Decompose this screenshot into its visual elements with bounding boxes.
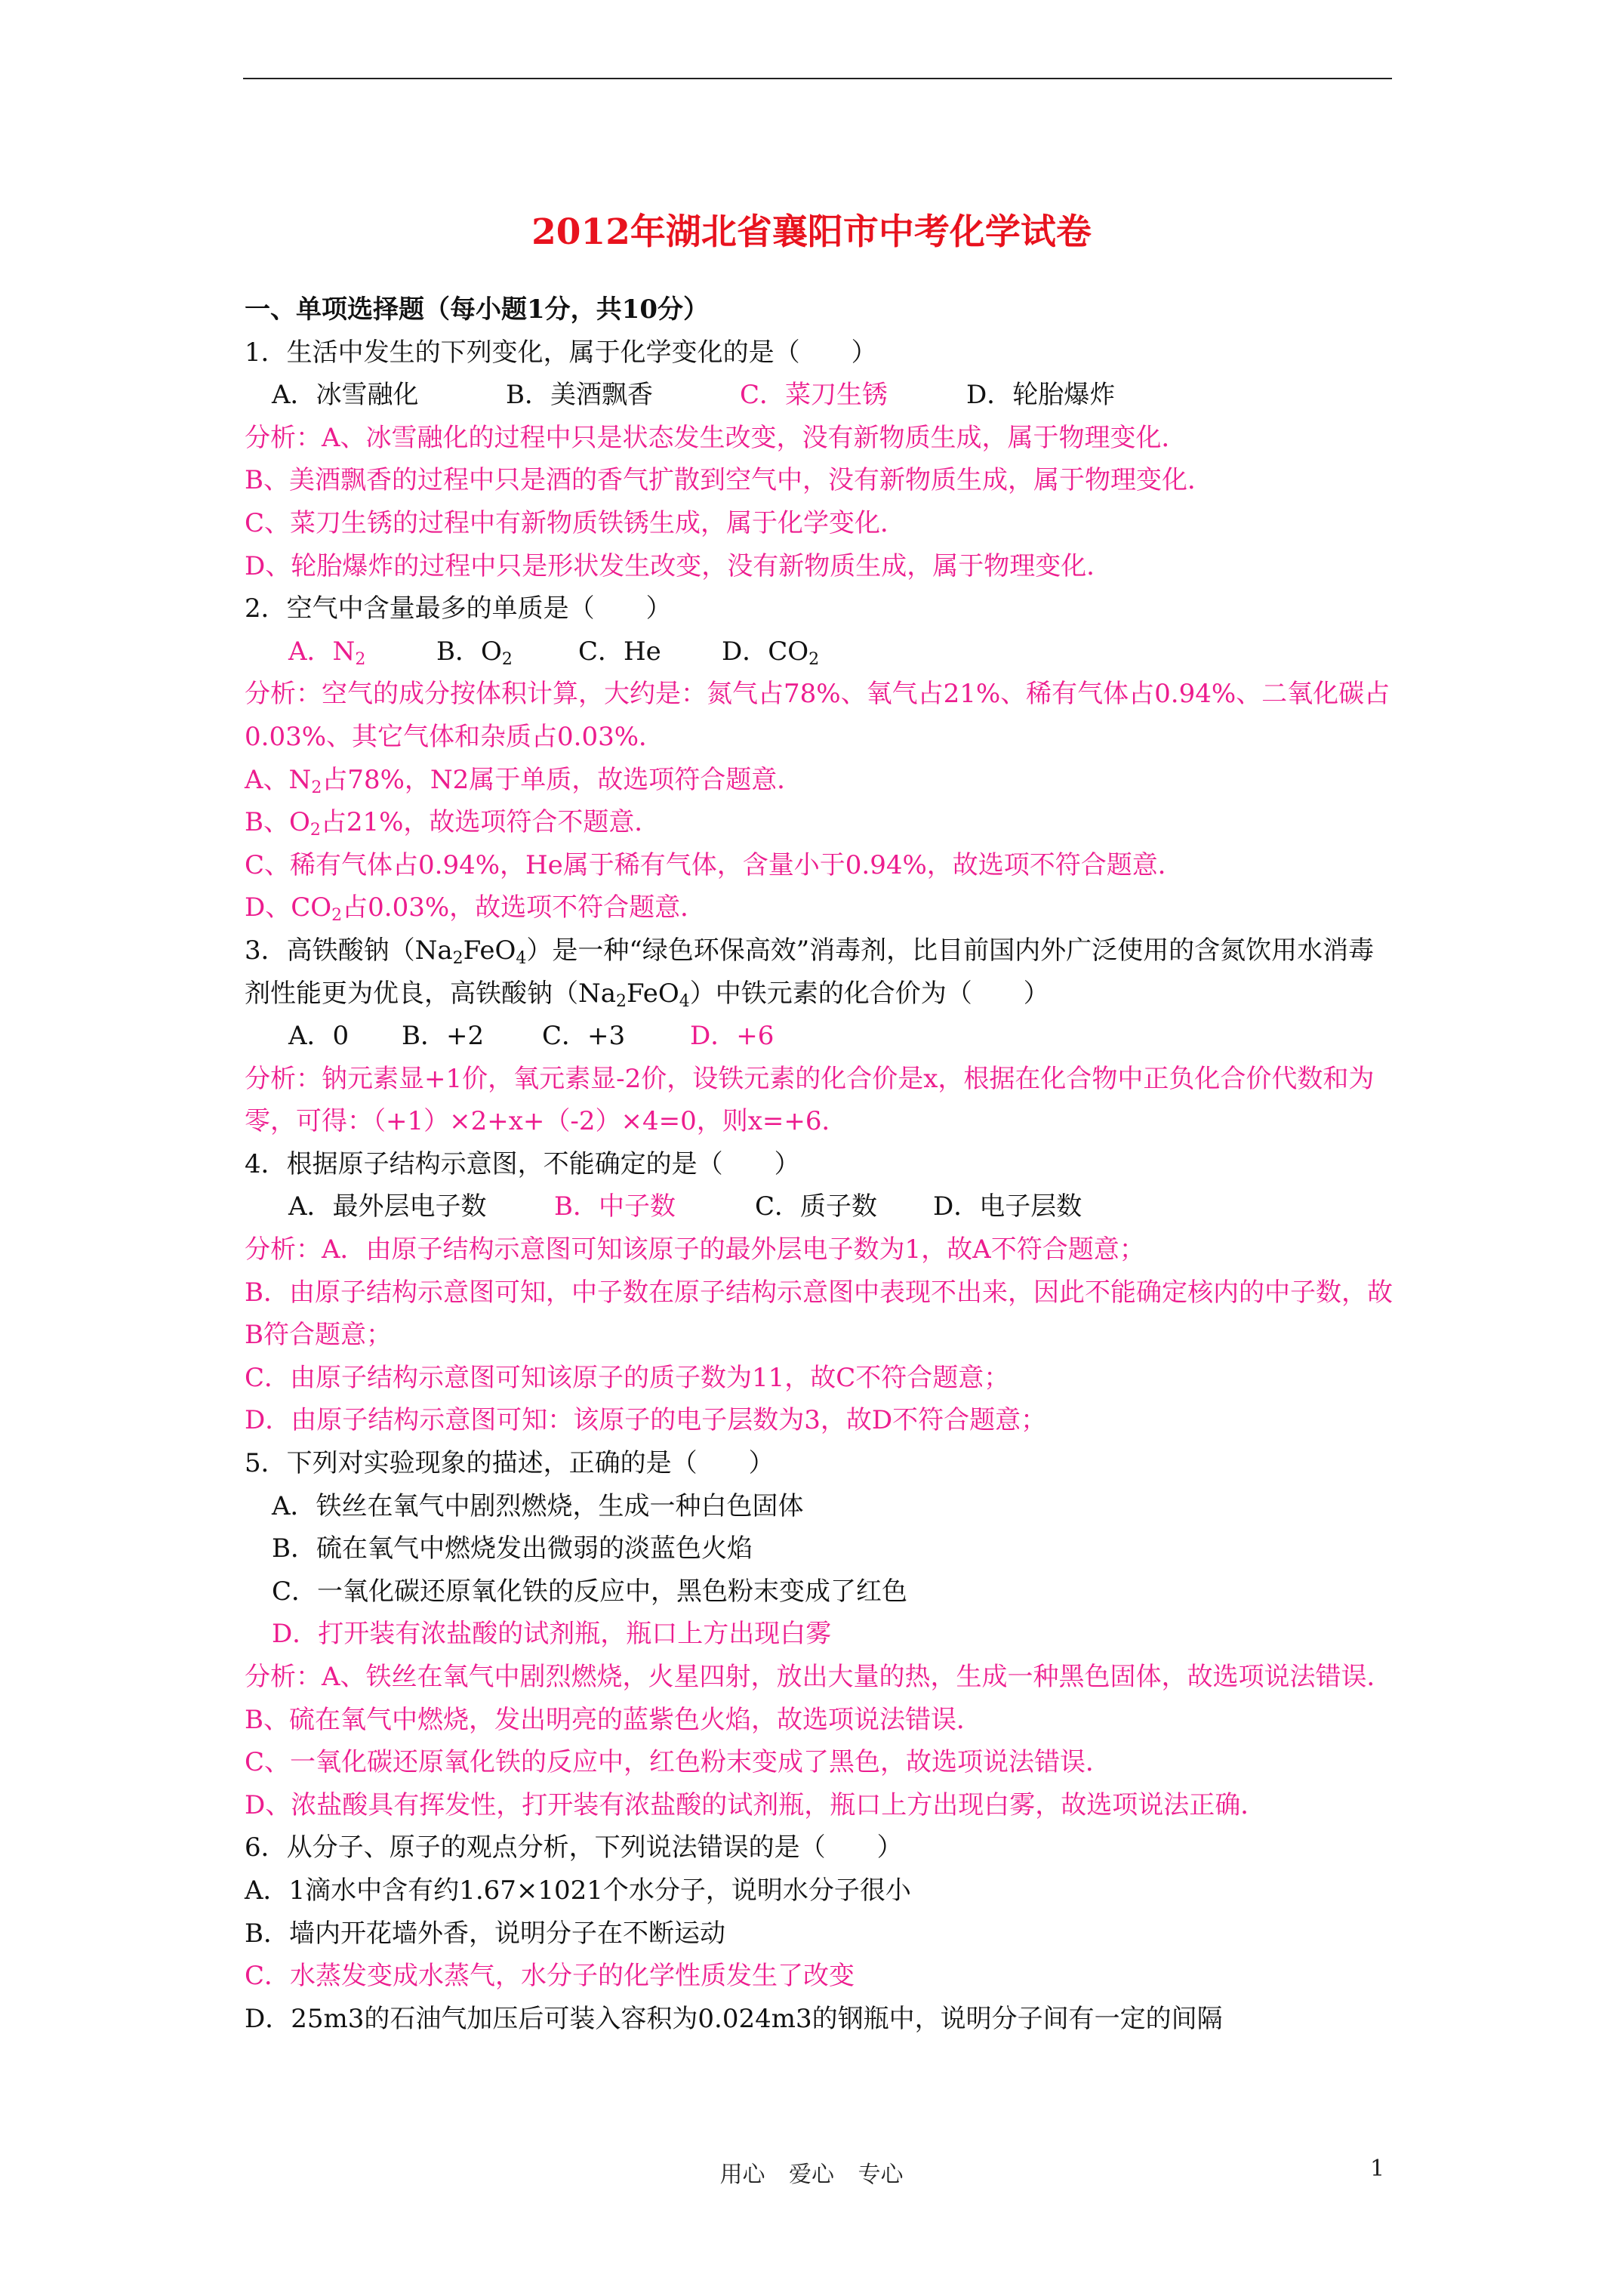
option-c: C．质子数 — [755, 1191, 878, 1222]
option-a: A．最外层电子数 — [288, 1191, 487, 1222]
exam-content — [245, 288, 1400, 2040]
header-rule — [243, 78, 1392, 79]
option-c: C．一氧化碳还原氧化铁的反应中，黑色粉末变成了红色 — [272, 1576, 908, 1607]
analysis-line: B．由原子结构示意图可知，中子数在原子结构示意图中表现不出来，因此不能确定核内的中子数，故B符合题意； — [245, 1277, 1393, 1351]
question-2-stem: 2．空气中含量最多的单质是（ ） — [245, 593, 672, 624]
option-d-answer: D．打开装有浓盐酸的试剂瓶，瓶口上方出现白雾 — [272, 1619, 832, 1650]
option-b: B．美酒飘香 — [506, 380, 653, 411]
question-2-options — [245, 630, 1400, 673]
option-d-answer: D．+6 — [690, 1021, 775, 1052]
option-b: B．$O_2$ — [436, 636, 513, 669]
option-b: B．硫在氧气中燃烧发出微弱的淡蓝色火焰 — [272, 1533, 753, 1564]
question-6-stem: 6．从分子、原子的观点分析，下列说法错误的是（ ） — [245, 1832, 903, 1863]
option-a-answer: A．$N_2$ — [288, 636, 366, 669]
question-1-options — [245, 374, 1400, 417]
analysis-line: C、稀有气体占0.94%，He属于稀有气体，含量小于0.94%，故选项不符合题意． — [245, 849, 1184, 880]
analysis-line: 分析：A、冰雪融化的过程中只是状态发生改变，没有新物质生成，属于物理变化． — [245, 422, 1187, 453]
analysis-line: D．由原子结构示意图可知：该原子的电子层数为3，故D不符合题意； — [245, 1405, 1047, 1436]
analysis-line: 分析：A．由原子结构示意图可知该原子的最外层电子数为1，故A不符合题意； — [245, 1234, 1145, 1265]
option-c-answer: C．菜刀生锈 — [740, 380, 888, 411]
analysis-line: 分析：A、铁丝在氧气中剧烈燃烧，火星四射，放出大量的热，生成一种黑色固体，故选项说法错误． — [245, 1662, 1393, 1692]
analysis-line: B、美酒飘香的过程中只是酒的香气扩散到空气中，没有新物质生成，属于物理变化． — [245, 465, 1213, 496]
option-b: B．+2 — [402, 1021, 485, 1052]
page-title: 2012年湖北省襄阳市中考化学试卷 — [531, 211, 1092, 253]
analysis-line: C、菜刀生锈的过程中有新物质铁锈生成，属于化学变化． — [245, 507, 907, 538]
option-a: A．冰雪融化 — [272, 380, 419, 411]
option-d: D．25m3的石油气加压后可装入容积为0.024m3的钢瓶中，说明分子间有一定的间隔 — [245, 2003, 1223, 2034]
question-5-stem: 5．下列对实验现象的描述，正确的是（ ） — [245, 1448, 775, 1479]
option-c: C．He — [578, 636, 661, 667]
analysis-line: 分析：钠元素显+1价，氧元素显-2价，设铁元素的化合价是x，根据在化合物中正负化合价代数和为零，可得：（+1）×2+x+（-2）×4=0，则x=+6． — [245, 1063, 1375, 1137]
option-a: A．铁丝在氧气中剧烈燃烧，生成一种白色固体 — [272, 1490, 804, 1521]
option-d: D．电子层数 — [933, 1191, 1083, 1222]
page-footer: 用心 爱心 专心 — [719, 2162, 904, 2188]
analysis-line: B、硫在氧气中燃烧，发出明亮的蓝紫色火焰，故选项说法错误． — [245, 1704, 982, 1735]
analysis-line: D、浓盐酸具有挥发性，打开装有浓盐酸的试剂瓶，瓶口上方出现白雾，故选项说法正确． — [245, 1789, 1267, 1820]
page-number: 1 — [1370, 2156, 1385, 2182]
option-c: C．+3 — [542, 1021, 626, 1052]
analysis-line: D、轮胎爆炸的过程中只是形状发生改变，没有新物质生成，属于物理变化． — [245, 550, 1113, 581]
section-heading: 一、单项选择题（每小题1分，共10分） — [245, 294, 709, 325]
analysis-line: D、$CO_2$占0.03%，故选项不符合题意． — [245, 892, 707, 926]
question-3-options — [245, 1015, 1400, 1058]
option-d: D．轮胎爆炸 — [966, 380, 1116, 411]
analysis-line: C．由原子结构示意图可知该原子的质子数为11，故C不符合题意； — [245, 1362, 1010, 1393]
analysis-line: A、$N_2$占78%，N2属于单质，故选项符合题意． — [245, 764, 803, 797]
option-b-answer: B．中子数 — [554, 1191, 676, 1222]
question-1-stem: 1．生活中发生的下列变化，属于化学变化的是（ ） — [245, 337, 877, 368]
analysis-line: B、$O_2$占21%，故选项符合不题意． — [245, 807, 661, 840]
option-a: A．0 — [288, 1021, 350, 1052]
option-b: B．墙内开花墙外香，说明分子在不断运动 — [245, 1918, 725, 1949]
analysis-line: 分析：空气的成分按体积计算，大约是：氮气占78%、氧气占21%、稀有气体占0.94%、二氧化碳占0.03%、其它气体和杂质占0.03%． — [245, 679, 1390, 752]
question-3-stem: 3．高铁酸钠$(Na_2FeO_4)$是一种“绿色环保高效”消毒剂，比目前国内外广泛使用的含氮饮用水消毒剂性能更为优良，高铁酸钠$(Na_2FeO_4)$中铁元素的化合价为（ ） — [245, 935, 1375, 1011]
option-a: A．1滴水中含有约1.67×1021个水分子，说明水分子很小 — [245, 1875, 911, 1906]
question-4-stem: 4．根据原子结构示意图，不能确定的是（ ） — [245, 1148, 800, 1179]
analysis-line: C、一氧化碳还原氧化铁的反应中，红色粉末变成了黑色，故选项说法错误． — [245, 1747, 1112, 1778]
question-4-options — [245, 1185, 1400, 1228]
option-c-answer: C．水蒸发变成水蒸气，水分子的化学性质发生了改变 — [245, 1961, 855, 1992]
option-d: D．$CO_2$ — [722, 636, 820, 669]
